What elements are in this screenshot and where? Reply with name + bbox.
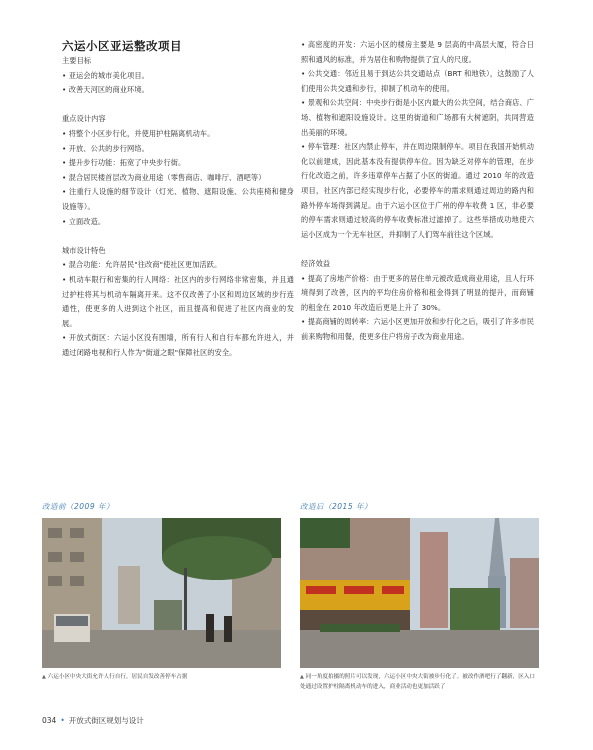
before-photo-caption xyxy=(42,673,281,683)
paragraph: • 公共交通：邻近且易于到达公共交通站点（BRT 和地铁），这鼓励了人们使用公共交通和步行，抑制了机动车的使用。 xyxy=(301,69,534,93)
paragraph: • 开放、公共的步行网络。 xyxy=(62,143,149,153)
article-left-column xyxy=(62,38,294,360)
paragraph: • 改善天河区的商业环境。 xyxy=(62,85,149,95)
paragraph: • 混合居民楼首层改为商业用途（零售商店、咖啡厅、酒吧等） xyxy=(62,172,266,182)
paragraph: • 立面改造。 xyxy=(62,216,106,226)
section-spacer xyxy=(301,242,534,257)
paragraph: • 提高商铺的周转率：六运小区更加开放和步行化之后，吸引了许多市民前来购物和用餐，使更多住户将房子改为商业用途。 xyxy=(301,317,534,341)
article-title: 六运小区亚运整改项目 xyxy=(62,39,182,53)
after-street-photo xyxy=(300,518,539,668)
before-photo-label: 改造前（2009 年） xyxy=(42,502,114,511)
section-spacer xyxy=(62,98,294,113)
paragraph: • 停车管理：社区内禁止停车，并在周边限制停车。项目在我国开始机动化以前建成，因此基本没有提供停车位。因为缺乏对停车的管理，在步行化改造之前，许多违章停车占据了小区的街道。通过 2010 年的改造项目，社区内部已经实现步行化，必要停车的需求则通过周边的路内和路外停车场得到满足。由于六运小区位于广州的停车收费 1 区，非必要的停车需求则通过较高的停车收费标准过滤掉了。这些举措成功地使六运小区成为一个无车社区，并抑制了人们驾车前往这个区域。 xyxy=(301,142,534,239)
right-column-body xyxy=(301,38,534,344)
paragraph: • 注重行人设施的细节设计（灯光、植物、遮阳设施、公共座椅和健身设施等）。 xyxy=(62,187,294,211)
after-caption-text: 同一角度拍摄的照片可以发现，六运小区中央大街被步行化了。被改作酒吧行了翻新，区入口处通过设置护柱隔离机动车的进入，商业活动也更加活跃了 xyxy=(300,674,535,690)
paragraph: • 高密度的开发：六运小区的楼房主要是 9 层高的中高层大厦，符合日照和通风的标准，并为居住和购物提供了宜人的尺度。 xyxy=(301,40,534,64)
section-heading: 主要目标 xyxy=(62,56,92,65)
paragraph: • 亚运会的城市美化项目。 xyxy=(62,70,149,80)
section-heading: 城市设计特色 xyxy=(62,245,106,255)
paragraph: • 提升步行功能：拓宽了中央步行街。 xyxy=(62,158,186,168)
after-photo-caption xyxy=(300,673,539,692)
before-street-photo xyxy=(42,518,281,668)
section-heading: 经济效益 xyxy=(301,258,331,268)
book-title: 开放式街区规划与设计 xyxy=(68,716,144,725)
paragraph: • 将整个小区步行化，并使用护柱隔离机动车。 xyxy=(62,128,215,138)
paragraph: • 开放式街区：六运小区没有围墙，所有行人和自行车都允许进入，并通过闭路电视和行人作为"街道之眼"保障社区的安全。 xyxy=(62,333,294,357)
article-right-column xyxy=(301,38,534,344)
after-photo-label: 改造后（2015 年） xyxy=(300,502,372,511)
section-spacer xyxy=(62,229,294,244)
page-number: 034 xyxy=(42,716,57,725)
paragraph: • 混合功能：允许居民"往改商"使社区更加活跃。 xyxy=(62,260,222,270)
page-footer xyxy=(42,715,144,726)
before-caption-text: 六运小区中央大街允许人行自行，居民自发改善停车占据 xyxy=(47,674,188,680)
left-column-body xyxy=(62,54,294,360)
triangle-marker-icon: ▲ xyxy=(300,674,304,680)
paragraph: • 景观和公共空间：中央步行街是小区内最大的公共空间，结合商店、广场、植物和遮阳设施设计。这里的街道和广场都有大树遮阴，共同营造出美丽的环境。 xyxy=(301,98,534,137)
footer-separator: • xyxy=(60,716,65,725)
paragraph: • 机动车限行和密集的行人网络：社区内的步行网络非常密集，并且通过护柱将其与机动车隔离开来。这不仅改善了小区和周边区域的步行连通性，使更多的人进到这个社区，而且提高和促进了社区内商业的发展。 xyxy=(62,274,294,328)
triangle-marker-icon: ▲ xyxy=(42,674,46,680)
section-heading: 重点设计内容 xyxy=(62,114,106,124)
paragraph: • 提高了房地产价格：由于更多的居住单元被改造成商业用途，且人行环境得到了改善，区内的平均住房价格和租金得到了明显的提升，而商铺的租金在 2010 年改造后更是上升了 30%。 xyxy=(301,273,534,312)
